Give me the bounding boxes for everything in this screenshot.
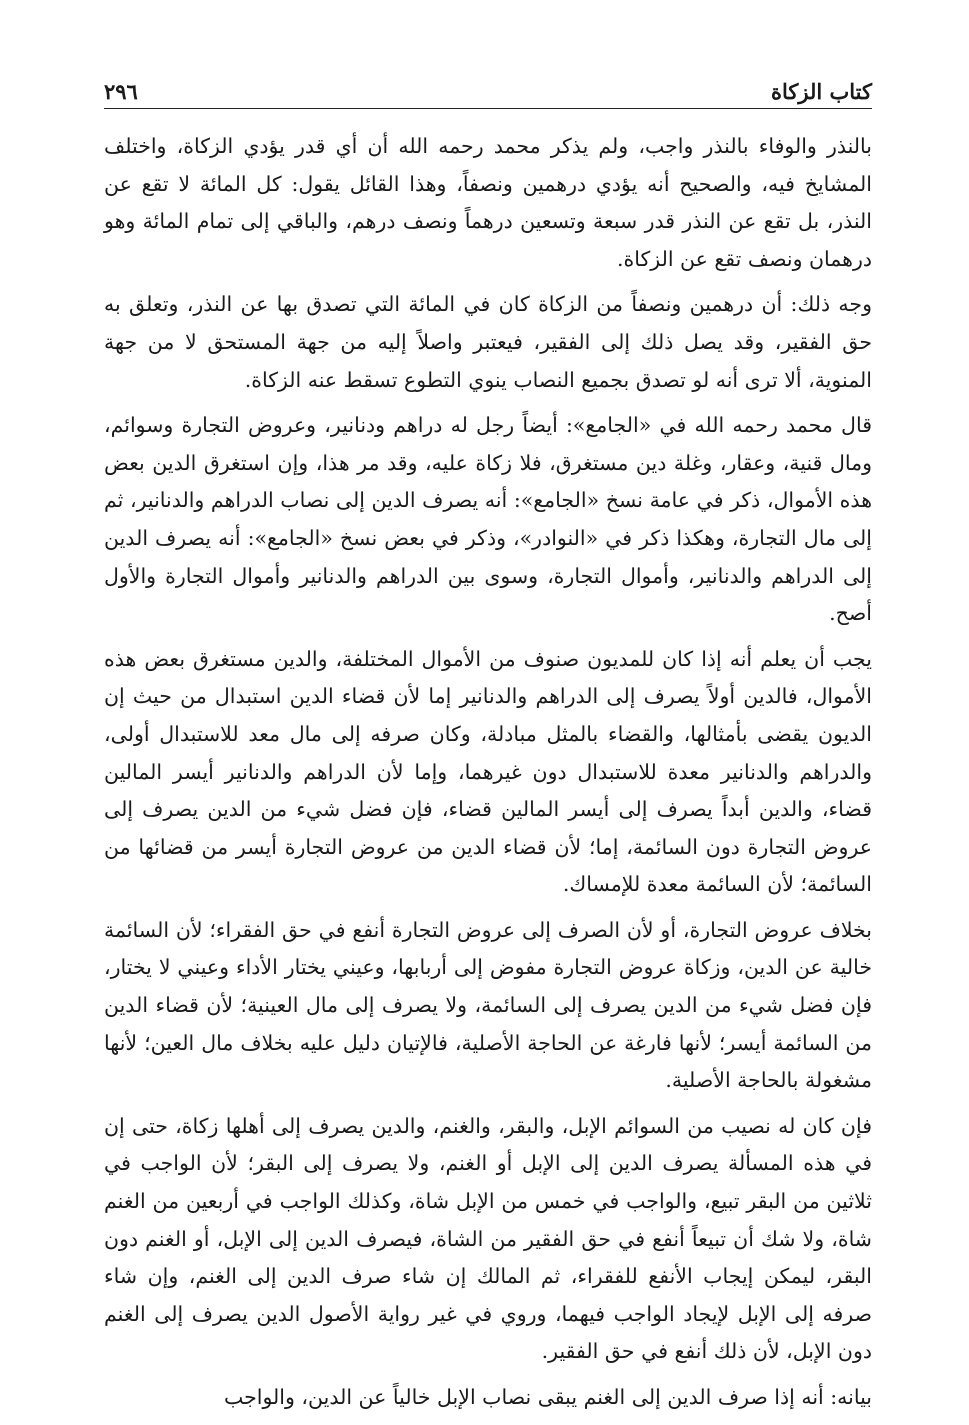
paragraph: يجب أن يعلم أنه إذا كان للمديون صنوف من الأموال المختلفة، والدين مستغرق بعض هذه الأموال، فالدين أولاً يصرف إلى الدراهم والدنانير إما لأن قضاء الدين استبدال من حيث إن الديون يقضى بأمثالها، والقضاء بالمثل مبادلة، وكان صرفه إلى مال معد للاستبدال أولى، والدراهم والدنانير معدة للاستبدال دون غيرهما، وإما لأن الدراهم والدنانير أيسر المالين قضاء، والدين أبداً يصرف إلى أيسر المالين قضاء، فإن فضل شيء من الدين يصرف إلى عروض التجارة دون السائمة، إما؛ لأن قضاء الدين من عروض التجارة أيسر من قضائها من السائمة؛ لأن السائمة معدة للإمساك.	[104, 646, 872, 897]
paragraph: فإن كان له نصيب من السوائم الإبل، والبقر، والغنم، والدين يصرف إلى أهلها زكاة، حتى إن في هذه المسألة يصرف الدين إلى الإبل أو الغنم، ولا يصرف إلى البقر؛ لأن الواجب في ثلاثين من البقر تبيع، والواجب في خمس من الإبل شاة، وكذلك الواجب في أربعين من الغنم شاة، ولا شك أن تبيعاً أنفع في حق الفقير من الشاة، فيصرف الدين إلى الإبل، أو الغنم دون البقر، ليمكن إيجاب الأنفع للفقراء، ثم المالك إن شاء صرف الدين إلى الغنم، وإن شاء صرفه إلى الإبل لإيجاد الواجب فيهما، وروي في غير رواية الأصول الدين يصرف إلى الغنم دون الإبل، لأن ذلك أنفع في حق الفقير.	[104, 1113, 872, 1364]
paragraph: قال محمد رحمه الله في «الجامع»: أيضاً رجل له دراهم ودنانير، وعروض التجارة وسوائم، ومال قنية، وعقار، وغلة دين مستغرق، فلا زكاة عليه، وقد مر هذا، وإن استغرق الدين بعض هذه الأموال، ذكر في عامة نسخ «الجامع»: أنه يصرف الدين إلى نصاب الدراهم والدنانير، ثم إلى مال التجارة، وهكذا ذكر في «النوادر»، وذكر في بعض نسخ «الجامع»: أنه يصرف الدين إلى الدراهم والدنانير، وأموال التجارة، وسوى بين الدراهم والدنانير وأموال التجارة والأول أصح.	[104, 413, 872, 626]
paragraph: وجه ذلك: أن درهمين ونصفاً من الزكاة كان في المائة التي تصدق بها عن النذر، وتعلق به حق الفقير، وقد يصل ذلك إلى الفقير، فيعتبر واصلاً إليه من جهة المستحق لا من جهة المنوية، ألا ترى أنه لو تصدق بجميع النصاب ينوي التطوع تسقط عنه الزكاة.	[104, 292, 872, 392]
page-number: ٢٩٦	[104, 79, 138, 104]
body-text	[104, 128, 872, 1425]
header-divider	[104, 108, 872, 109]
paragraph: بخلاف عروض التجارة، أو لأن الصرف إلى عروض التجارة أنفع في حق الفقراء؛ لأن السائمة خالية عن الدين، وزكاة عروض التجارة مفوض إلى أربابها، وعيني يختار الأداء وعيني لا يختار، فإن فضل شيء من الدين يصرف إلى السائمة، ولا يصرف إلى مال العينية؛ لأن قضاء الدين من السائمة أيسر؛ لأنها فارغة عن الحاجة الأصلية، فالإتيان دليل عليه بخلاف مال العين؛ لأنها مشغولة بالحاجة الأصلية.	[104, 917, 872, 1093]
paragraph: بيانه: أنه إذا صرف الدين إلى الغنم يبقى نصاب الإبل خالياً عن الدين، والواجب	[223, 1385, 872, 1409]
paragraph: بالنذر والوفاء بالنذر واجب، ولم يذكر محمد رحمه الله أن أي قدر يؤدي الزكاة، واختلف المشايخ فيه، والصحيح أنه يؤدي درهمين ونصفاً، وهذا القائل يقول: كل المائة لا تقع عن النذر، بل تقع عن النذر قدر سبعة وتسعين درهماً ونصف درهم، والباقي إلى تمام المائة وهو درهمان ونصف تقع عن الزكاة.	[104, 134, 872, 271]
book-title: كتاب الزكاة	[770, 79, 872, 104]
running-head	[104, 64, 872, 104]
